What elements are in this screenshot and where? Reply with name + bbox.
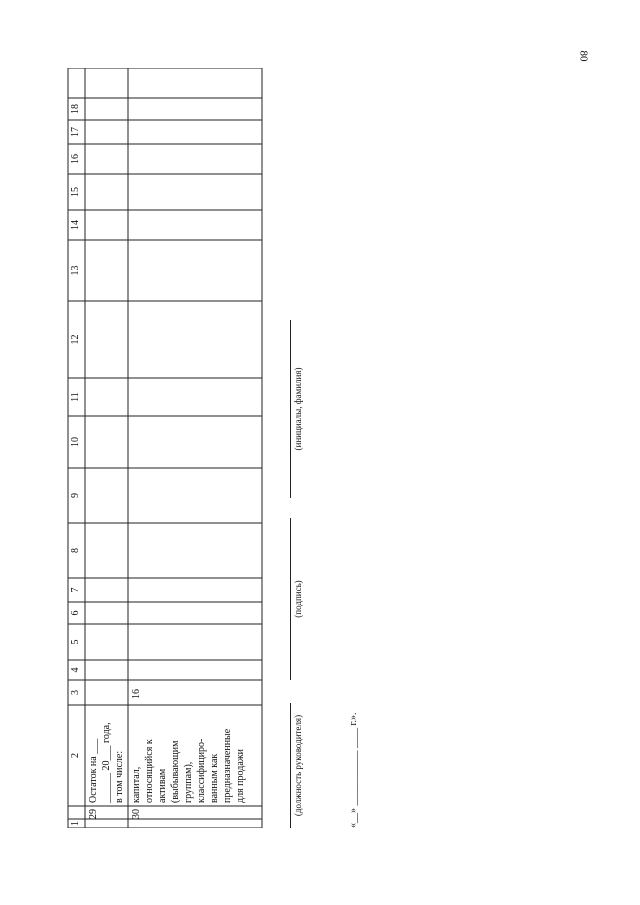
header-col-12: 12 — [70, 334, 81, 345]
row-29-number: 29 — [88, 809, 99, 819]
row-29-label-line-3: в том числе: — [114, 750, 125, 803]
row-30-label-line-2: относящийся к — [144, 739, 155, 803]
row-30-col3-value: 16 — [131, 689, 142, 699]
header-col-3: 3 — [70, 690, 81, 695]
header-col-8: 8 — [70, 548, 81, 553]
page-number: 80 — [577, 50, 590, 62]
header-col-2: 2 — [70, 753, 81, 758]
header-col-15: 15 — [70, 187, 81, 197]
header-col-16: 16 — [70, 154, 81, 164]
header-col-4: 4 — [70, 667, 81, 673]
position-caption: (должность руководителя) — [293, 714, 303, 817]
row-30-label-line-3: активам — [157, 768, 168, 803]
row-30-label-line-6: классифициро- — [196, 738, 207, 803]
signature-caption: (подпись) — [293, 580, 303, 618]
header-col-9: 9 — [70, 493, 81, 498]
row-30-label-line-1: капитал, — [131, 766, 142, 803]
rotated-page-content — [0, 68, 640, 828]
row-30-number: 30 — [131, 809, 142, 819]
position-signature-line — [290, 703, 291, 828]
header-col-5: 5 — [70, 639, 81, 645]
header-col-11: 11 — [70, 392, 81, 402]
header-col-13: 13 — [70, 265, 81, 276]
header-col-7: 7 — [70, 587, 81, 593]
row-30-label-line-7: ванным как — [209, 753, 220, 803]
header-col-1: 1 — [70, 821, 81, 826]
header-col-17: 17 — [70, 127, 81, 137]
row-30-label-line-5: группам), — [183, 761, 194, 803]
row-30-label-line-4: (выбывающим — [170, 740, 181, 803]
table-grid — [0, 68, 640, 828]
name-caption: (инициалы, фамилия) — [293, 367, 303, 451]
header-col-14: 14 — [70, 220, 81, 230]
name-signature-line — [290, 320, 291, 498]
header-col-6: 6 — [70, 610, 81, 616]
signature-line — [290, 518, 291, 680]
row-30-label-line-9: для продажи — [235, 748, 246, 803]
date-line: «__» ___________ ____ г.». — [348, 712, 359, 828]
header-col-18: 18 — [70, 104, 81, 114]
row-30-label-line-8: предназначенные — [222, 728, 233, 803]
row-29-label-line-1: Остаток на ___ — [88, 738, 99, 803]
row-29-label-line-2: ______ 20___ года, — [101, 722, 112, 803]
header-col-10: 10 — [70, 437, 81, 447]
